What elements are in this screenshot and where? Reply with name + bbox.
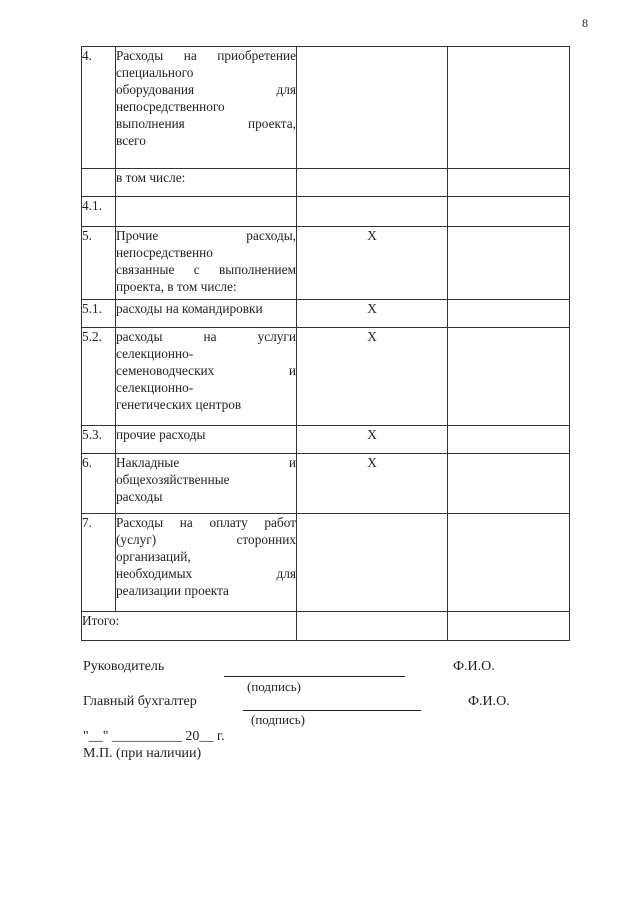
row-number: 5.1. <box>82 300 116 328</box>
accountant-fio: Ф.И.О. <box>468 694 510 709</box>
table-row <box>82 197 570 227</box>
row-description <box>116 300 297 328</box>
row-description-line: (услуг) сторонних <box>116 532 296 547</box>
row-number: 4.1. <box>82 197 116 227</box>
row-number: 5. <box>82 227 116 300</box>
row-amount <box>448 300 570 328</box>
row-description-line: необходимых для <box>116 566 296 581</box>
row-description <box>116 169 297 197</box>
row-description-line: семеноводческих и <box>116 363 296 378</box>
row-number: 6. <box>82 454 116 514</box>
row-number: 4. <box>82 47 116 169</box>
row-mark: Х <box>297 300 448 328</box>
date-line: "__" __________ 20__ г. <box>83 729 225 744</box>
row-description-line: выполнения проекта, <box>116 116 296 131</box>
row-description-line: Накладные и <box>116 455 296 470</box>
row-description-line: общехозяйственные <box>116 472 230 487</box>
head-sign-hint: (подпись) <box>247 679 301 694</box>
row-description-line: организаций, <box>116 549 191 564</box>
row-number <box>82 169 116 197</box>
row-amount <box>448 328 570 426</box>
total-row <box>82 612 570 641</box>
row-description-line: расходы на услуги <box>116 329 296 344</box>
row-amount <box>448 227 570 300</box>
stamp-note: М.П. (при наличии) <box>83 746 202 761</box>
row-description-line: всего <box>116 133 146 148</box>
table-row <box>82 300 570 328</box>
head-fio: Ф.И.О. <box>453 659 495 674</box>
table-row <box>82 47 570 169</box>
row-mark: Х <box>297 426 448 454</box>
total-cell-3 <box>297 612 448 641</box>
row-description <box>116 197 297 227</box>
row-description <box>116 426 297 454</box>
table-row <box>82 426 570 454</box>
head-signature-line <box>224 676 405 677</box>
row-description-line: генетических центров <box>116 397 242 412</box>
table-row <box>82 514 570 612</box>
row-number: 5.3. <box>82 426 116 454</box>
total-label: Итого: <box>82 612 297 641</box>
row-description-line: прочие расходы <box>116 427 206 442</box>
row-description-line: Расходы на приобретение <box>116 48 296 63</box>
row-mark <box>297 197 448 227</box>
row-amount <box>448 169 570 197</box>
row-description-line: Прочие расходы, <box>116 228 296 243</box>
row-description <box>116 227 297 300</box>
total-cell-4 <box>448 612 570 641</box>
row-amount <box>448 426 570 454</box>
row-amount <box>448 454 570 514</box>
row-description-line: селекционно- <box>116 380 194 395</box>
row-description-line: специального <box>116 65 194 80</box>
row-description-line: связанные с выполнением <box>116 262 296 277</box>
row-description <box>116 514 297 612</box>
row-description <box>116 454 297 514</box>
table-row <box>82 169 570 197</box>
row-description-line: расходы на командировки <box>116 301 263 316</box>
row-mark <box>297 514 448 612</box>
row-number: 7. <box>82 514 116 612</box>
row-description-line: непосредственного <box>116 99 225 114</box>
table-row <box>82 454 570 514</box>
row-mark: Х <box>297 328 448 426</box>
row-mark: Х <box>297 454 448 514</box>
head-label: Руководитель <box>83 659 165 674</box>
row-mark: Х <box>297 227 448 300</box>
row-amount <box>448 47 570 169</box>
row-description-line: селекционно- <box>116 346 194 361</box>
row-description-line: Расходы на оплату работ <box>116 515 296 530</box>
accountant-signature-line <box>243 710 421 711</box>
row-description-line: оборудования для <box>116 82 296 97</box>
accountant-sign-hint: (подпись) <box>251 712 305 727</box>
table-row <box>82 328 570 426</box>
page-number: 8 <box>582 16 588 30</box>
row-description <box>116 328 297 426</box>
row-number: 5.2. <box>82 328 116 426</box>
row-description-line: непосредственно <box>116 245 213 260</box>
row-description <box>116 47 297 169</box>
row-mark <box>297 47 448 169</box>
row-amount <box>448 197 570 227</box>
row-description-line: в том числе: <box>116 170 186 185</box>
accountant-label: Главный бухгалтер <box>83 694 197 709</box>
table-body <box>82 47 570 612</box>
row-amount <box>448 514 570 612</box>
row-description-line: реализации проекта <box>116 583 229 598</box>
row-description-line: проекта, в том числе: <box>116 279 237 294</box>
table-row <box>82 227 570 300</box>
budget-table <box>81 46 570 641</box>
row-description-line: расходы <box>116 489 163 504</box>
row-mark <box>297 169 448 197</box>
